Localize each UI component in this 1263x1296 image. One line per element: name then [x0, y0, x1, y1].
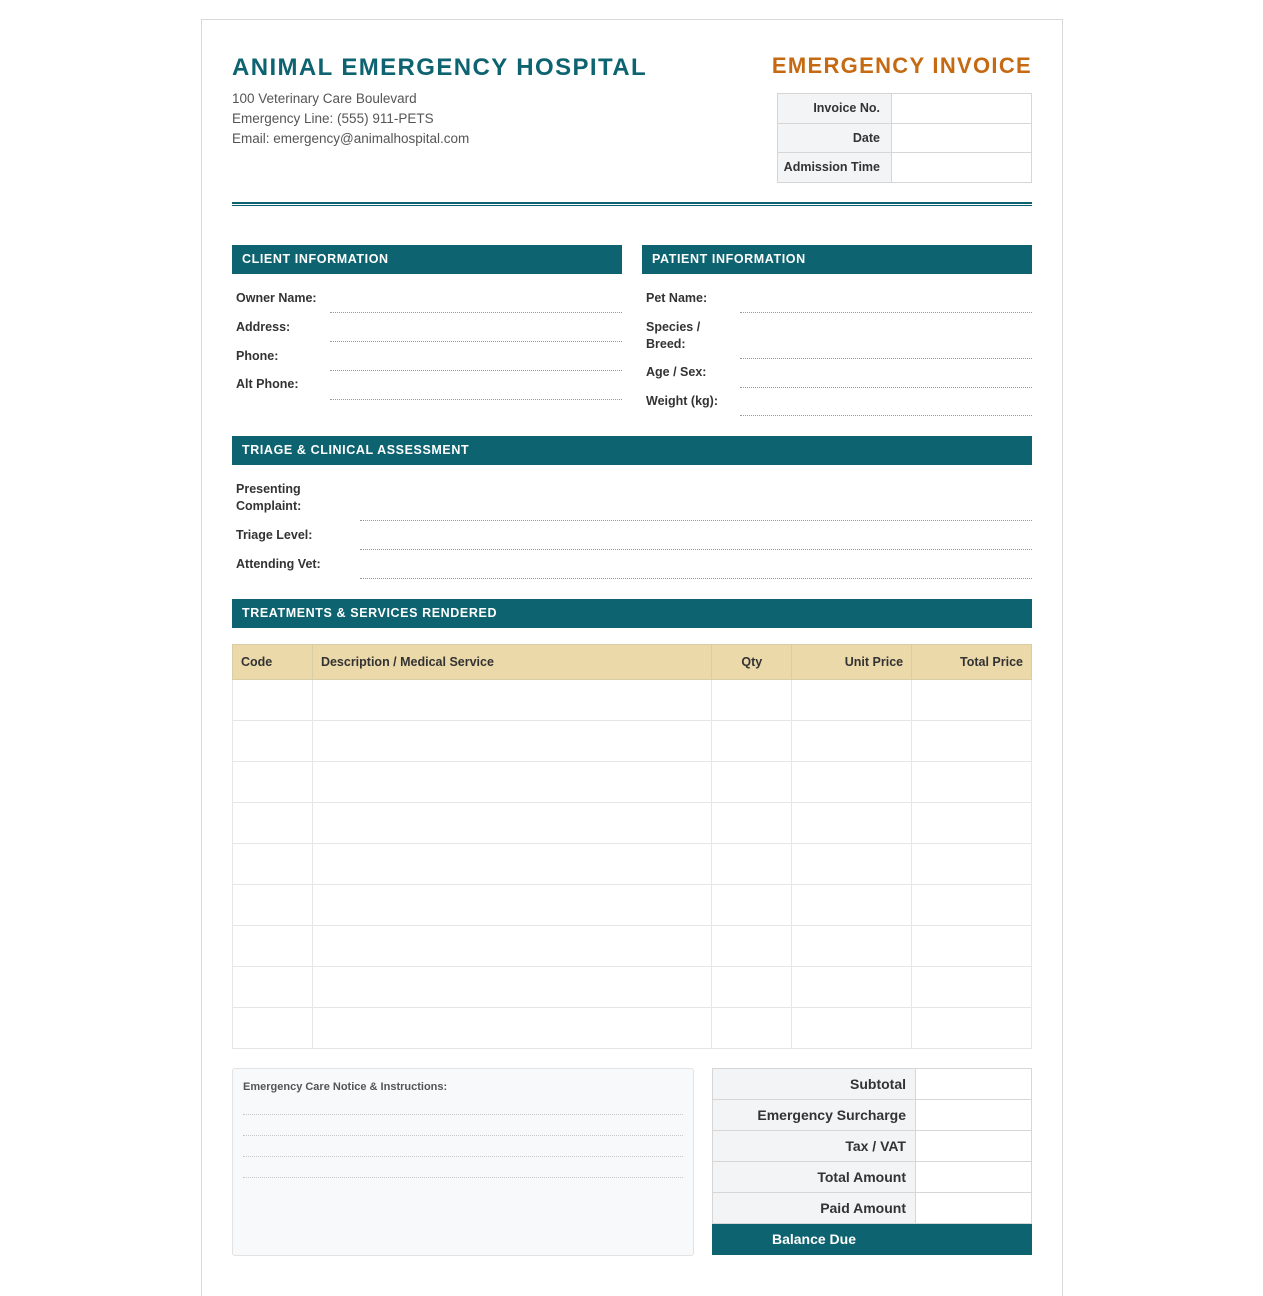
table-cell[interactable]	[792, 762, 912, 803]
hospital-email: Email: emergency@animalhospital.com	[232, 131, 470, 146]
balance-due-field[interactable]	[916, 1224, 1032, 1255]
table-cell[interactable]	[912, 844, 1032, 885]
notice-title: Emergency Care Notice & Instructions:	[243, 1081, 448, 1093]
admission-time-field[interactable]	[892, 153, 1032, 183]
table-cell[interactable]	[312, 680, 711, 721]
table-cell[interactable]	[712, 844, 792, 885]
table-cell[interactable]	[712, 885, 792, 926]
table-cell[interactable]	[312, 926, 711, 967]
surcharge-field[interactable]	[916, 1100, 1032, 1131]
table-row	[233, 885, 1032, 926]
table-cell[interactable]	[912, 680, 1032, 721]
paid-amount-field[interactable]	[916, 1193, 1032, 1224]
breed-label: Breed:	[646, 337, 686, 351]
col-total-price: Total Price	[912, 645, 1032, 680]
table-row	[233, 762, 1032, 803]
hospital-emergency-line: Emergency Line: (555) 911-PETS	[232, 111, 434, 126]
invoice-page	[201, 19, 1063, 1296]
triage-level-field[interactable]	[360, 549, 1032, 550]
table-cell[interactable]	[792, 803, 912, 844]
treatments-header-row	[233, 645, 1032, 680]
table-row	[233, 721, 1032, 762]
address-label: Address:	[236, 320, 291, 334]
header-divider	[232, 202, 1032, 206]
table-cell[interactable]	[912, 967, 1032, 1008]
paid-amount-label: Paid Amount	[713, 1193, 916, 1224]
triage-header: TRIAGE & CLINICAL ASSESSMENT	[232, 436, 1032, 465]
table-cell[interactable]	[712, 926, 792, 967]
weight-label: Weight (kg):	[646, 394, 718, 408]
species-label: Species /	[646, 320, 701, 334]
table-cell[interactable]	[792, 680, 912, 721]
table-row	[233, 844, 1032, 885]
table-row	[233, 1008, 1032, 1049]
treatments-header: TREATMENTS & SERVICES RENDERED	[232, 599, 1032, 628]
hospital-name: ANIMAL EMERGENCY HOSPITAL	[232, 54, 648, 81]
table-row	[233, 967, 1032, 1008]
pet-name-field[interactable]	[740, 312, 1032, 313]
total-amount-field[interactable]	[916, 1162, 1032, 1193]
table-cell[interactable]	[233, 803, 313, 844]
table-row	[233, 680, 1032, 721]
table-cell[interactable]	[792, 844, 912, 885]
phone-label: Phone:	[236, 349, 279, 363]
table-cell[interactable]	[792, 1008, 912, 1049]
total-amount-label: Total Amount	[713, 1162, 916, 1193]
presenting-label: Presenting	[236, 482, 301, 496]
pet-name-label: Pet Name:	[646, 291, 708, 305]
tax-label: Tax / VAT	[713, 1131, 916, 1162]
hospital-address: 100 Veterinary Care Boulevard	[232, 91, 417, 106]
table-cell[interactable]	[312, 844, 711, 885]
table-row	[233, 926, 1032, 967]
species-breed-field[interactable]	[740, 358, 1032, 359]
age-sex-field[interactable]	[740, 387, 1032, 388]
attending-vet-label: Attending Vet:	[236, 557, 321, 571]
table-cell[interactable]	[233, 680, 313, 721]
alt-phone-label: Alt Phone:	[236, 377, 299, 391]
table-cell[interactable]	[312, 762, 711, 803]
table-cell[interactable]	[233, 967, 313, 1008]
table-cell[interactable]	[312, 721, 711, 762]
table-cell[interactable]	[912, 926, 1032, 967]
totals-table	[712, 1068, 1032, 1255]
col-qty: Qty	[712, 645, 792, 680]
treatments-table	[232, 644, 1032, 1049]
table-cell[interactable]	[233, 721, 313, 762]
table-cell[interactable]	[233, 926, 313, 967]
notice-line[interactable]	[243, 1114, 683, 1115]
triage-level-label: Triage Level:	[236, 528, 313, 542]
table-cell[interactable]	[912, 885, 1032, 926]
notice-box	[232, 1068, 694, 1256]
table-cell[interactable]	[312, 967, 711, 1008]
table-cell[interactable]	[912, 721, 1032, 762]
notice-line[interactable]	[243, 1135, 683, 1136]
tax-field[interactable]	[916, 1131, 1032, 1162]
table-cell[interactable]	[312, 803, 711, 844]
col-unit-price: Unit Price	[792, 645, 912, 680]
address-field[interactable]	[330, 341, 622, 342]
attending-vet-field[interactable]	[360, 578, 1032, 579]
table-cell[interactable]	[792, 721, 912, 762]
table-cell[interactable]	[712, 721, 792, 762]
invoice-meta-table	[777, 93, 1032, 183]
date-label: Date	[778, 123, 892, 153]
patient-info-header: PATIENT INFORMATION	[642, 245, 1032, 274]
presenting-complaint-field[interactable]	[360, 520, 1032, 521]
table-cell[interactable]	[792, 967, 912, 1008]
subtotal-field[interactable]	[916, 1069, 1032, 1100]
table-cell[interactable]	[233, 1008, 313, 1049]
alt-phone-field[interactable]	[330, 399, 622, 400]
owner-name-field[interactable]	[330, 312, 622, 313]
balance-due-label: Balance Due	[713, 1224, 916, 1255]
col-description: Description / Medical Service	[312, 645, 711, 680]
invoice-title: EMERGENCY INVOICE	[771, 53, 1032, 78]
table-cell[interactable]	[712, 762, 792, 803]
col-code: Code	[233, 645, 313, 680]
table-cell[interactable]	[312, 885, 711, 926]
admission-time-label: Admission Time	[778, 153, 892, 183]
table-cell[interactable]	[912, 762, 1032, 803]
surcharge-label: Emergency Surcharge	[713, 1100, 916, 1131]
table-cell[interactable]	[912, 1008, 1032, 1049]
client-info-header: CLIENT INFORMATION	[232, 245, 622, 274]
owner-name-label: Owner Name:	[236, 291, 317, 305]
table-cell[interactable]	[233, 885, 313, 926]
complaint-label: Complaint:	[236, 499, 302, 513]
table-cell[interactable]	[712, 803, 792, 844]
weight-field[interactable]	[740, 415, 1032, 416]
table-cell[interactable]	[792, 885, 912, 926]
table-cell[interactable]	[712, 1008, 792, 1049]
table-cell[interactable]	[792, 926, 912, 967]
treatments-body	[233, 680, 1032, 1049]
table-cell[interactable]	[712, 967, 792, 1008]
table-cell[interactable]	[233, 762, 313, 803]
table-cell[interactable]	[712, 680, 792, 721]
date-field[interactable]	[892, 123, 1032, 153]
subtotal-label: Subtotal	[713, 1069, 916, 1100]
table-cell[interactable]	[912, 803, 1032, 844]
table-row	[233, 803, 1032, 844]
invoice-no-label: Invoice No.	[778, 94, 892, 124]
notice-line[interactable]	[243, 1177, 683, 1178]
notice-line[interactable]	[243, 1156, 683, 1157]
table-cell[interactable]	[312, 1008, 711, 1049]
table-cell[interactable]	[233, 844, 313, 885]
phone-field[interactable]	[330, 370, 622, 371]
age-sex-label: Age / Sex:	[646, 365, 707, 379]
invoice-no-field[interactable]	[892, 94, 1032, 124]
